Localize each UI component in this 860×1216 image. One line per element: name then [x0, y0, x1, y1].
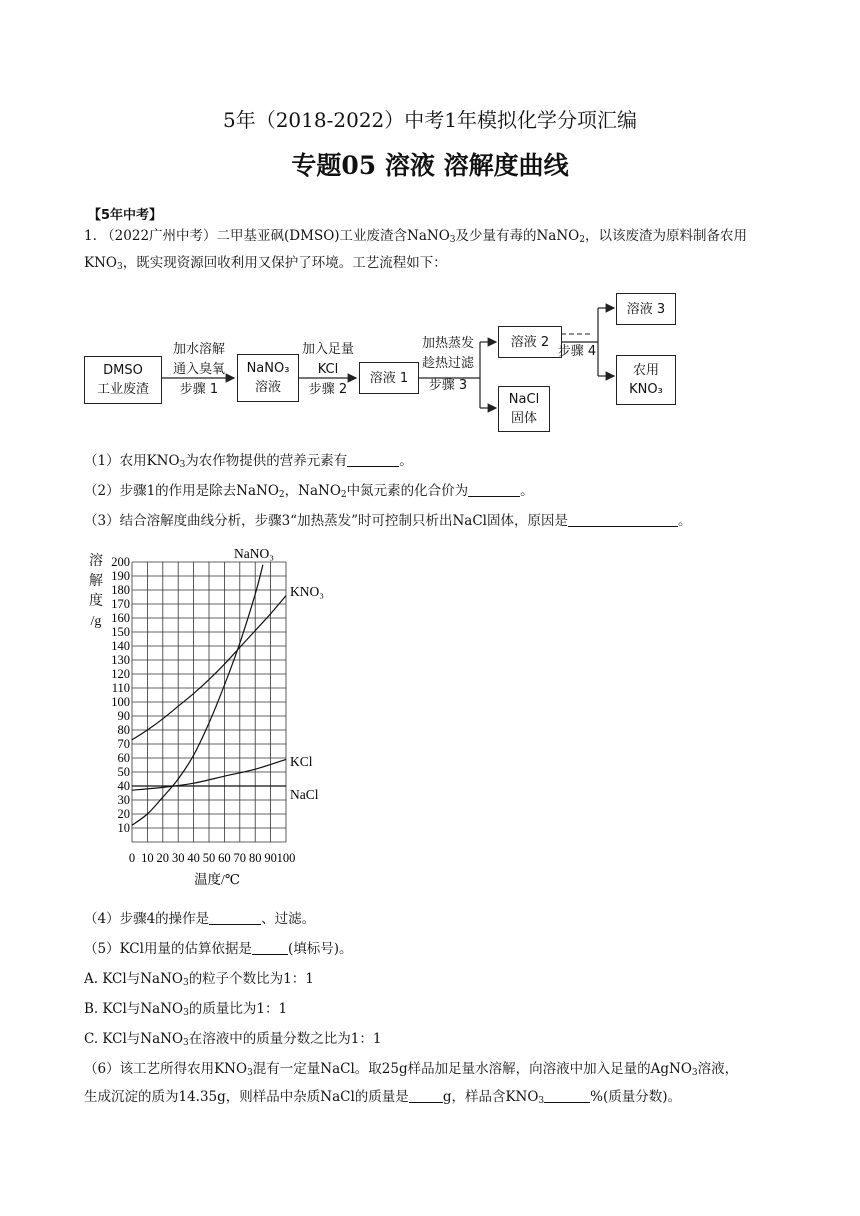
step4-label: 步骤 4: [557, 344, 597, 359]
x-tick-label: 80: [248, 851, 262, 865]
y-tick-label: 170: [111, 597, 130, 611]
x-tick-label: 60: [218, 851, 231, 865]
question-4: （4）步骤4的操作是 、过滤。: [84, 911, 316, 927]
solubility-chart: [84, 544, 344, 894]
y-tick-label: 140: [111, 639, 130, 653]
y-tick-label: 120: [111, 667, 130, 681]
document-subtitle: 5年（2018-2022）中考1年模拟化学分项汇编: [222, 108, 637, 132]
question-3: （3）结合溶解度曲线分析，步骤3“加热蒸发”时可控制只析出NaCl固体，原因是 。: [84, 513, 692, 529]
y-tick-label: 80: [117, 723, 130, 737]
y-tick-label: 70: [117, 737, 130, 751]
option-c[interactable]: C. KCl与NaNO$_3$在溶液中的质量分数之比为1：1: [84, 1031, 382, 1048]
option-b[interactable]: B. KCl与NaNO$_3$的质量比为1：1: [84, 1001, 288, 1018]
answer-blank[interactable]: [347, 454, 399, 467]
y-tick-label: 30: [117, 793, 130, 807]
question-6-line-1: （6）该工艺所得农用$KNO_3$混有一定量NaCl。取25g样品加足量水溶解，向溶液中加入足量的AgNO$_3$溶液，: [84, 1061, 739, 1078]
x-tick-label: 100: [276, 851, 296, 865]
flow-box-solution-1: 溶液 1: [359, 362, 419, 394]
document-title: 专题05 溶液 溶解度曲线: [291, 151, 569, 180]
flow-box-nano3-solution: NaNO₃ 溶液: [237, 354, 299, 402]
x-tick-label: 40: [187, 851, 200, 865]
y-tick-label: 50: [117, 765, 130, 779]
answer-blank[interactable]: [568, 514, 678, 527]
chart-canvas: [84, 544, 344, 894]
answer-blank[interactable]: [468, 484, 520, 497]
y-tick-label: 180: [111, 583, 130, 597]
step2-label: 步骤 2: [308, 382, 348, 397]
x-axis-label: 温度/℃: [194, 872, 240, 887]
question-2: （2）步骤1的作用是除去NaNO$_2$，NaNO$_2$中氮元素的化合价为 。: [84, 483, 534, 500]
flow-box-dmso: DMSO 工业废渣: [84, 356, 162, 404]
question-intro: 1. （2022广州中考）二甲基亚砜(DMSO)工业废渣含NaNO$_3$及少量有毒的NaNO$_2$，以该废渣为原料制备农用 $KNO_3$，既实现资源回收利用又保护了环境。工艺流程如下：: [84, 228, 747, 272]
x-tick-label: 70: [233, 851, 247, 865]
y-tick-label: 160: [111, 611, 130, 625]
answer-blank[interactable]: [544, 1090, 590, 1103]
series-label: KNO₃: [290, 584, 324, 599]
flow-box-solution-3: 溶液 3: [616, 293, 676, 325]
question-5: （5）KCl用量的估算依据是 (填标号)。: [84, 941, 353, 957]
y-tick-label: 200: [111, 555, 130, 569]
step2-conditions: 加入足量 KCl: [301, 342, 354, 377]
option-a[interactable]: A. KCl与NaNO$_3$的粒子个数比为1：1: [84, 971, 314, 988]
flow-box-nacl-solid: NaCl 固体: [498, 386, 550, 432]
x-tick-label: 50: [202, 851, 216, 865]
answer-blank[interactable]: [252, 942, 288, 955]
y-tick-label: 90: [117, 709, 130, 723]
answer-blank[interactable]: [209, 912, 261, 925]
series-label: NaCl: [290, 787, 319, 802]
step3-label: 步骤 3: [428, 378, 468, 393]
question-6-line-2: 生成沉淀的质为14.35g，则样品中杂质NaCl的质量是 g，样品含$KNO_3$ %(质量分数)。: [84, 1089, 682, 1106]
y-tick-label: 110: [111, 681, 130, 695]
x-tick-label: 0: [128, 851, 136, 865]
x-tick-label: 10: [141, 851, 154, 865]
x-tick-label: 20: [156, 851, 170, 865]
y-tick-label: 10: [117, 821, 130, 835]
answer-blank[interactable]: [409, 1090, 443, 1103]
flow-box-kno3-product: 农用 KNO₃: [616, 355, 676, 405]
y-tick-label: 20: [117, 807, 130, 821]
y-tick-label: 60: [117, 751, 130, 765]
y-tick-label: 190: [111, 569, 130, 583]
flow-box-solution-2: 溶液 2: [498, 326, 562, 358]
process-flow-diagram: [0, 290, 860, 440]
step1-label: 步骤 1: [179, 382, 219, 397]
x-tick-label: 90: [264, 851, 277, 865]
y-tick-label: 130: [111, 653, 130, 667]
question-1: （1）农用$KNO_3$为农作物提供的营养元素有 。: [84, 453, 413, 470]
y-tick-label: 100: [111, 695, 130, 709]
y-tick-label: 150: [111, 625, 130, 639]
y-tick-label: 40: [117, 779, 130, 793]
section-heading: 【5年中考】: [88, 208, 163, 223]
x-tick-label: 30: [171, 851, 185, 865]
series-label: NaNO₃: [234, 546, 274, 561]
y-axis-label: 溶 解 度 /g: [89, 554, 103, 629]
step3-conditions: 加热蒸发 趁热过滤: [421, 336, 474, 371]
series-label: KCl: [290, 754, 313, 769]
step1-conditions: 加水溶解 通入臭氧: [172, 342, 225, 377]
